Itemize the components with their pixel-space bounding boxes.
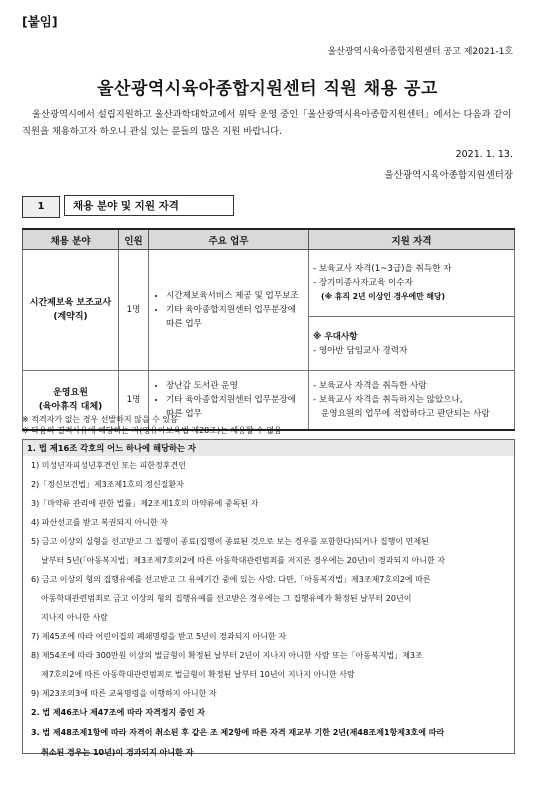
list-item: 2)「정신보건법」제3조제1호의 정신질환자	[31, 480, 184, 489]
section-title: 채용 분야 및 지원 자격	[64, 195, 234, 216]
count-cell: 1명	[119, 250, 149, 371]
list-item-continued: 제7호의2에 따른 아동학대관련범죄로 벌금형이 확정된 날부터 10년이 지나지 아니한 사람	[41, 670, 355, 679]
qualification-line: - 보육교사 자격을 취득한 사람	[313, 381, 427, 391]
field-name: 시간제보육 보조교사	[29, 298, 112, 308]
header-duties: 주요 업무	[149, 229, 309, 250]
note-line: ※ 적격자가 없는 경우 선발하지 않을 수 있음	[22, 415, 178, 424]
field-type: (육아휴직 대체)	[38, 402, 103, 412]
issuer: 울산광역시육아종합지원센터장	[384, 170, 513, 181]
header-field: 채용 분야	[23, 229, 119, 250]
list-item: 4) 파산선고를 받고 복권되지 아니한 자	[31, 518, 168, 527]
field-name: 운영요원	[53, 388, 88, 398]
page-title: 울산광역시육아종합지원센터 직원 채용 공고	[97, 79, 438, 99]
list-item-continued: 지나지 아니한 사람	[41, 613, 108, 622]
qualifications-cell	[309, 250, 515, 317]
section-number: 1	[22, 196, 60, 218]
disqualification-header: 1. 법 제16조 각호의 어느 하나에 해당하는 자	[23, 440, 514, 456]
list-item: 8) 제54조에 따라 300만원 이상의 벌금형이 확정된 날부터 2년이 지나지 아니한 사람 또는「아동복지법」제3조	[31, 651, 423, 660]
notice-number: 울산광역시육아종합지원센터 공고 제2021-1호	[327, 47, 513, 57]
disqualification-section-2: 2. 법 제46조나 제47조에 따라 자격정지 중인 자	[31, 708, 206, 717]
preference-line: - 영아반 담임교사 경력자	[313, 345, 408, 356]
disqualification-section-3-continued: 취소된 경우는 10년)이 경과되지 아니한 자	[41, 748, 194, 757]
list-item-continued: 날부터 5년(「아동복지법」제3조제7호의2에 따른 아동학대관련범죄를 저지른 경우에는 20년)이 경과되지 아니한 자	[41, 556, 445, 565]
header-qualifications: 지원 자격	[309, 229, 515, 250]
list-item: 7) 제45조에 따라 어린이집의 폐쇄명령을 받고 5년이 경과되지 아니한 자	[31, 632, 287, 641]
count-cell: 1명	[119, 371, 149, 431]
duty-item: • 기타 육아종합지원센터 업무분장에 따른 업무	[166, 303, 303, 331]
field-cell	[23, 250, 119, 371]
qualification-note: (※ 휴직 2년 이상인 경우에만 해당)	[321, 292, 446, 301]
duty-item: • 시간제보육서비스 제공 및 업무보조	[166, 289, 303, 303]
qualification-line: 운영요원의 업무에 적합하다고 판단되는 사람	[321, 409, 490, 419]
preference-title: ※ 우대사항	[313, 331, 358, 342]
duties-cell	[149, 250, 309, 371]
qualification-line: - 보육교사 자격을 취득하지는 않았으나,	[313, 395, 463, 405]
notice-date: 2021. 1. 13.	[455, 149, 513, 160]
table-row	[23, 250, 515, 317]
list-item: 1) 미성년자피성년후견인 또는 피한정후견인	[31, 461, 186, 470]
field-type: (계약직)	[53, 312, 88, 322]
note-line: ※ 다음의 결격사유에 해당하는 자(영유아보육법 제20조)는 채용할 수 없음	[22, 426, 282, 435]
disqualification-section-3: 3. 법 제48조제1항에 따라 자격이 취소된 후 같은 조 제2항에 따른 자격 재교부 기한 2년(제48조제1항제3호에 따라	[31, 728, 445, 737]
disqualification-box	[22, 439, 515, 757]
list-item: 5) 금고 이상의 실형을 선고받고 그 집행이 종료(집행이 종료된 것으로 보는 경우를 포함한다)되거나 집행이 면제된	[31, 537, 429, 546]
recruitment-table	[22, 228, 515, 431]
qualifications-cell	[309, 371, 515, 431]
header-count: 인원	[119, 229, 149, 250]
qualification-line: - 장기미종사자교육 이수자	[313, 278, 413, 288]
intro-paragraph: 울산광역시에서 설립지원하고 울산과학대학교에서 위탁 운영 중인「울산광역시육아종합지원센터」에서는 다음과 같이 직원을 채용하고자 하오니 관심 있는 분들의 많은 지원 바랍니다.	[22, 109, 512, 137]
list-item-continued: 아동학대관련범죄로 금고 이상의 형의 집행유예를 선고받은 경우에는 그 집행유예가 확정된 날부터 20년이	[41, 594, 412, 603]
preferences-cell	[309, 317, 515, 371]
duty-item: • 기타 육아종합지원센터 업무분장에 따른 업무	[166, 393, 303, 421]
table-header-row	[23, 229, 515, 250]
notes	[22, 414, 282, 436]
list-item: 6) 금고 이상의 형의 집행유예를 선고받고 그 유예기간 중에 있는 사람. 다만,「아동복지법」제3조제7호의2에 따른	[31, 575, 431, 584]
attachment-tag: [붙임]	[22, 14, 58, 29]
qualification-line: - 보육교사 자격(1~3급)을 취득한 자	[313, 264, 452, 274]
duty-item: • 장난감 도서관 운영	[166, 379, 303, 393]
list-item: 9) 제23조의3에 따른 교육명령을 이행하지 아니한 자	[31, 689, 217, 698]
list-item: 3)「마약류 관리에 관한 법률」제2조제1호의 마약류에 중독된 자	[31, 499, 259, 508]
